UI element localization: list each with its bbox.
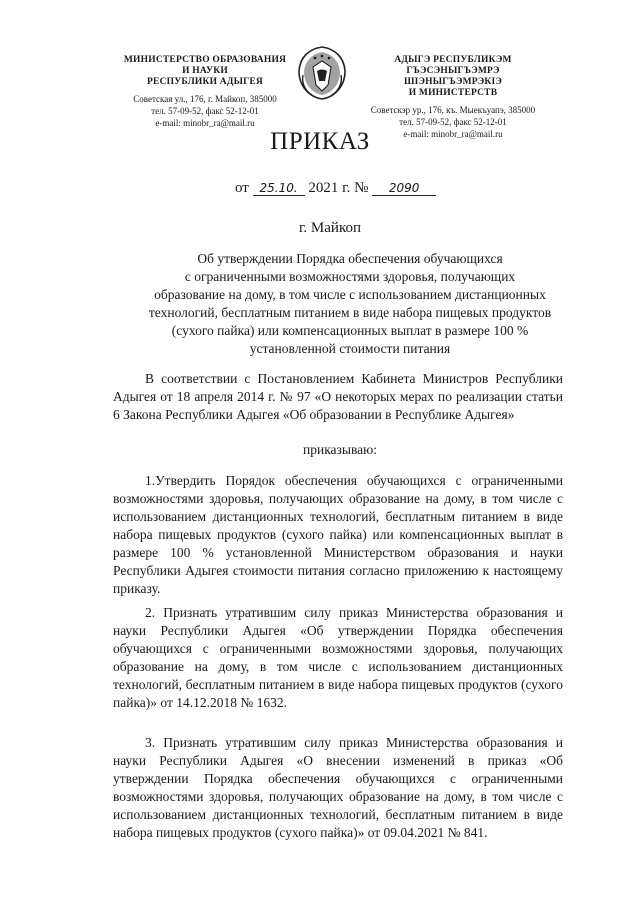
phone-fax: тел. 57-09-52, факс 52-12-01 — [151, 106, 259, 116]
header-left-block — [110, 55, 300, 129]
order-item-1: 1.Утвердить Порядок обеспечения обучающихся с ограниченными возможностями здоровья, получающих образование на дому, в том числе с использованием дистанционных технологий, бесплатным питанием в виде набора пищевых продуктов (сухого пайка) или компенсационных выплат в размере 100 % установленной Министерством образования и науки Республики Адыгея стоимости питания согласно приложению к настоящему приказу. — [113, 473, 563, 596]
document-title: ПРИКАЗ — [270, 128, 370, 155]
org-line: И МИНИСТЕРСТВ — [408, 88, 498, 98]
order-item-2: 2. Признать утратившим силу приказ Министерства образования и науки Республики Адыгея «Об утверждении Порядка обеспечения обучающихся с ограниченными возможностями здоровья, получающих образование на дому, в том числе с использованием дистанционных технологий, бесплатным питанием в виде набора пищевых продуктов (сухого пайка)» от 14.12.2018 № 1632. — [113, 605, 563, 710]
coat-of-arms-emblem — [295, 45, 349, 101]
city: г. Майкоп — [298, 220, 362, 236]
handwritten-number: 2090 — [372, 181, 436, 196]
address-ru — [110, 93, 300, 129]
subject-line: образование на дому, в том числе с использованием дистанционных — [154, 287, 546, 302]
subject-line: с ограниченными возможностями здоровья, получающих — [184, 269, 516, 284]
ministry-name-ady — [358, 55, 548, 99]
street-address: Советская ул., 176, г. Майкоп, 385000 — [133, 94, 277, 104]
ministry-name-ru — [110, 55, 300, 88]
subject-line: (сухого пайка) или компенсационных выплат в размере 100 % — [171, 323, 529, 338]
org-line: АДЫГЭ РЕСПУБЛИКЭМ — [394, 55, 512, 65]
decree-word: приказываю: — [303, 442, 377, 457]
email: e-mail: minobr_ra@mail.ru — [403, 129, 503, 139]
order-prefix: от — [235, 180, 249, 196]
email: e-mail: minobr_ra@mail.ru — [155, 118, 255, 128]
order-year: 2021 г. № — [308, 180, 369, 196]
org-line: ГЪЭСЭНЫГЪЭМРЭ ШIЭНЫГЪЭМРЭКIЭ — [403, 66, 503, 87]
org-line: РЕСПУБЛИКИ АДЫГЕЯ — [147, 77, 263, 87]
handwritten-date: 25.10. — [253, 181, 305, 196]
org-line: МИНИСТЕРСТВО ОБРАЗОВАНИЯ — [123, 55, 287, 65]
order-subject — [140, 250, 560, 358]
subject-line: Об утверждении Порядка обеспечения обучающихся — [197, 251, 503, 266]
legal-basis-paragraph: В соответствии с Постановлением Кабинета Министров Республики Адыгея от 18 апреля 2014 г. № 97 «О некоторых мерах по реализации статьи 6 Закона Республики Адыгея «Об образовании в Республике Адыгея» — [113, 371, 563, 422]
street-address: Советскэр ур., 176, къ. Мыекъуапэ, 385000 — [370, 105, 536, 115]
org-line: И НАУКИ — [182, 66, 228, 76]
subject-line: технологий, бесплатным питанием в виде набора пищевых продуктов — [148, 305, 552, 320]
order-date-number — [235, 180, 436, 197]
phone-fax: тел. 57-09-52, факс 52-12-01 — [399, 117, 507, 127]
subject-line: установленной стоимости питания — [249, 341, 451, 356]
order-item-3: 3. Признать утратившим силу приказ Министерства образования и науки Республики Адыгея «О внесении изменений в приказ «Об утверждении Порядка обеспечения обучающихся с ограниченными возможностями здоровья, получающих образование на дому, в том числе с использованием дистанционных технологий, бесплатным питанием в виде набора пищевых продуктов (сухого пайка)» от 09.04.2021 № 841. — [113, 735, 563, 840]
